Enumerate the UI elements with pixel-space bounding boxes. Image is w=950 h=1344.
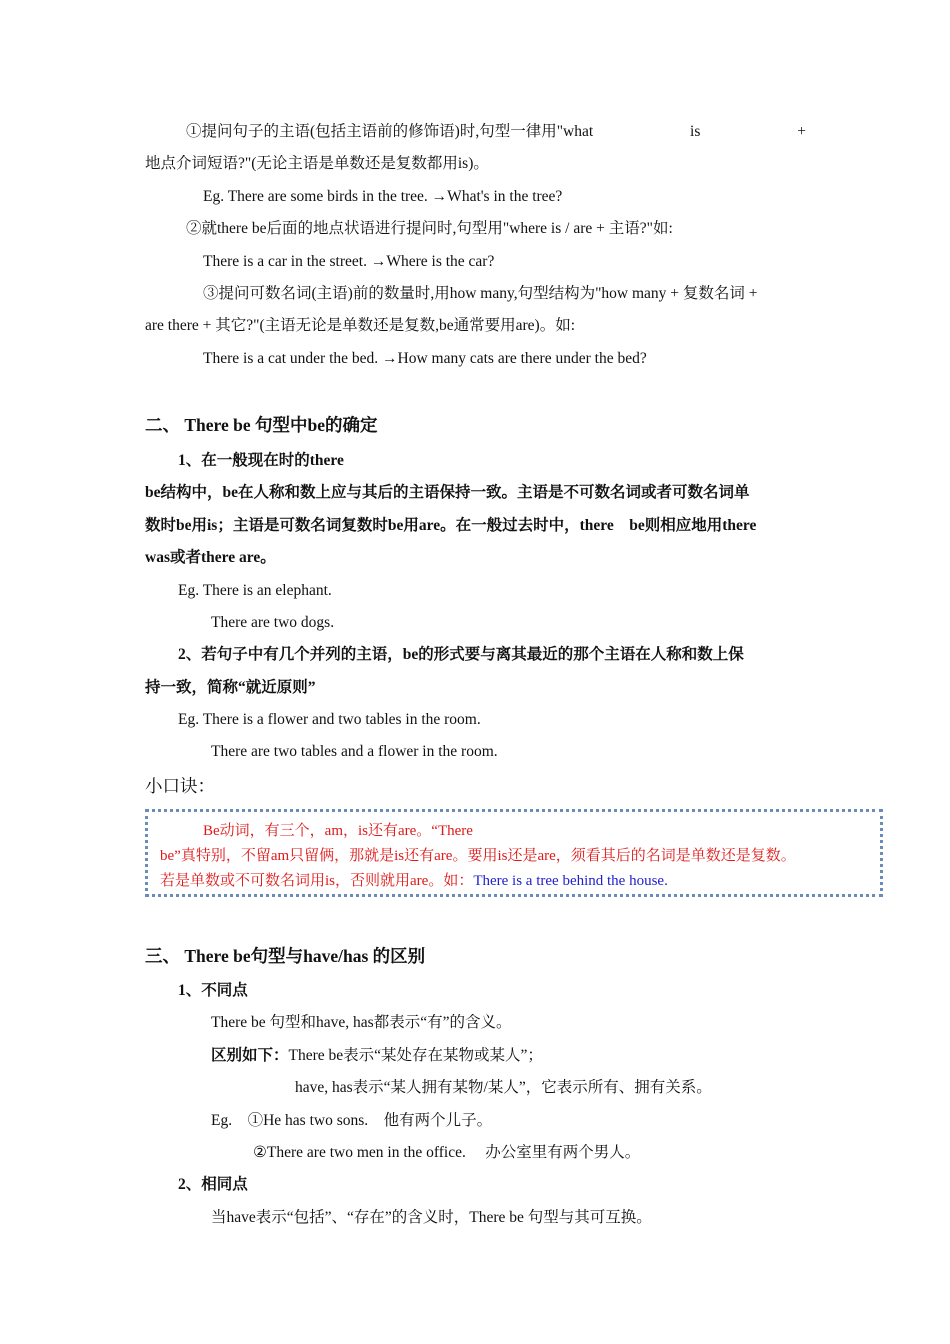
section2-p1-eg1: Eg. There is an elephant. (178, 582, 332, 599)
section3-diff-label: 区别如下： (211, 1047, 289, 1064)
rule1-cont: 地点介词短语?"(无论主语是单数还是复数都用is)。 (145, 155, 489, 172)
section3-same-title: 2、相同点 (178, 1176, 248, 1193)
section2-p2-line2: 持一致，简称“就近原则” (145, 679, 316, 696)
rule3-cont: are there + 其它?"(主语无论是单数还是复数,be通常要用are)。如: (145, 317, 576, 334)
section2-p2-eg2: There are two tables and a flower in the room. (211, 743, 498, 760)
rule1-line (186, 122, 806, 142)
tip-box (145, 809, 883, 897)
rule1-example: Eg. There are some birds in the tree. →What's in the tree? (203, 188, 563, 205)
section2-p1-line2: 数时be用is；主语是可数名词复数时be用are。在一般过去时中，there be则相应地用there (145, 517, 757, 534)
section3-heading: 三、 There be句型与have/has 的区别 (145, 946, 426, 966)
rule1-part-c: + (797, 123, 806, 140)
section2-p1-line3: was或者there are。 (145, 549, 276, 566)
rule3-example: There is a cat under the bed. →How many cats are there under the bed? (203, 350, 647, 367)
section3-diff-line1: There be 句型和have, has都表示“有”的含义。 (211, 1014, 512, 1031)
rule1-part-b: is (690, 123, 701, 140)
tip-line2: be”真特别，不留am只留俩，那就是is还有are。要用is还是are，须看其后的名词是单数还是复数。 (160, 848, 796, 864)
section3-diff-title: 1、不同点 (178, 982, 248, 999)
section3-diff-line3: have, has表示“某人拥有某物/某人”，它表示所有、拥有关系。 (295, 1079, 712, 1096)
tip-line3-example: There is a tree behind the house. (473, 873, 668, 889)
section3-eg1: Eg. ①He has two sons. 他有两个儿子。 (211, 1112, 493, 1129)
rule1-part-a: ①提问句子的主语(包括主语前的修饰语)时,句型一律用"what (186, 123, 594, 140)
section2-p2-eg1: Eg. There is a flower and two tables in the room. (178, 711, 481, 728)
section3-diff-line2-row (211, 1046, 543, 1066)
tip-line3 (160, 871, 668, 891)
section2-p1-title: 1、在一般现在时的there (178, 452, 344, 469)
section3-eg2: ②There are two men in the office. 办公室里有两个男人。 (253, 1144, 641, 1161)
section2-p1-line1: be结构中，be在人称和数上应与其后的主语保持一致。主语是不可数名词或者可数名词单 (145, 484, 750, 501)
rule3: ③提问可数名词(主语)前的数量时,用how many,句型结构为"how many + 复数名词 + (203, 285, 758, 302)
tip-line3-red: 若是单数或不可数名词用is，否则就用are。如： (160, 873, 474, 889)
section2-p1-eg2: There are two dogs. (211, 614, 335, 631)
section2-p2-line1: 2、若句子中有几个并列的主语，be的形式要与离其最近的那个主语在人称和数上保 (178, 646, 744, 663)
section3-same-line: 当have表示“包括”、“存在”的含义时，There be 句型与其可互换。 (211, 1209, 652, 1226)
tip-line1: Be动词，有三个，am，is还有are。“There (203, 823, 473, 839)
tip-title: 小口诀： (145, 776, 215, 796)
section3-diff-line2: There be表示“某处存在某物或某人”； (288, 1047, 543, 1064)
section2-heading: 二、 There be 句型中be的确定 (145, 415, 378, 435)
rule2: ②就there be后面的地点状语进行提问时,句型用"where is / are + 主语?"如: (186, 220, 673, 237)
rule2-example: There is a car in the street. →Where is the car? (203, 253, 495, 270)
